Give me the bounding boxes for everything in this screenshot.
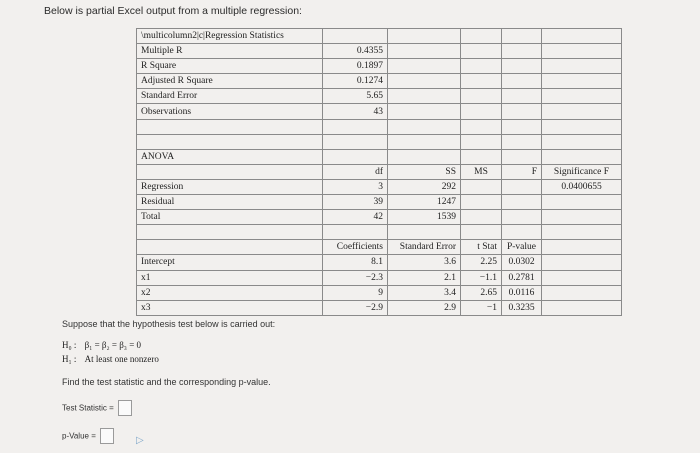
coef-row: [137, 255, 622, 270]
coef-value: −2.3: [323, 270, 388, 285]
p-value: 0.2781: [502, 270, 542, 285]
test-statistic-input[interactable]: [118, 400, 132, 416]
se-header: Standard Error: [388, 240, 461, 255]
stat-label: Multiple R: [137, 44, 323, 59]
p-header: P-value: [502, 240, 542, 255]
p-value: 0.3235: [502, 300, 542, 315]
anova-regression-row: [137, 179, 622, 194]
p-value: 0.0302: [502, 255, 542, 270]
coef-row: [137, 270, 622, 285]
stat-value: 5.65: [323, 89, 388, 104]
anova-regression-sig: 0.0400655: [542, 179, 622, 194]
anova-residual-label: Residual: [137, 195, 323, 210]
anova-residual-ss: 1247: [388, 195, 461, 210]
stat-value: 43: [323, 104, 388, 119]
se-value: 3.6: [388, 255, 461, 270]
coef-row: [137, 300, 622, 315]
t-value: −1: [461, 300, 502, 315]
stat-label: Adjusted R Square: [137, 74, 323, 89]
test-statistic-row: [62, 400, 132, 416]
anova-total-row: [137, 210, 622, 225]
anova-title-row: [137, 149, 622, 164]
p-value-input[interactable]: [100, 428, 114, 444]
anova-regression-label: Regression: [137, 179, 323, 194]
t-value: 2.65: [461, 285, 502, 300]
anova-header-sig: Significance F: [542, 164, 622, 179]
t-value: 2.25: [461, 255, 502, 270]
t-header: t Stat: [461, 240, 502, 255]
coef-header: Coefficients: [323, 240, 388, 255]
coef-value: 9: [323, 285, 388, 300]
stat-row: [137, 74, 622, 89]
anova-total-df: 42: [323, 210, 388, 225]
anova-header-df: df: [323, 164, 388, 179]
stat-value: 0.4355: [323, 44, 388, 59]
anova-residual-df: 39: [323, 195, 388, 210]
stat-row: [137, 104, 622, 119]
anova-residual-row: [137, 195, 622, 210]
h0-statement: β₁ = β₂ = β₃ = 0: [84, 340, 142, 350]
t-value: −1.1: [461, 270, 502, 285]
h1-statement: At least one nonzero: [84, 354, 159, 364]
anova-title: ANOVA: [137, 149, 323, 164]
alternative-hypothesis: [62, 354, 159, 364]
test-statistic-label: Test Statistic =: [62, 403, 114, 413]
anova-header-ms: MS: [461, 164, 502, 179]
coef-label: x1: [137, 270, 323, 285]
regression-statistics-header: \multicolumn2|c|Regression Statistics: [137, 29, 323, 44]
se-value: 3.4: [388, 285, 461, 300]
coef-label: x3: [137, 300, 323, 315]
stat-label: R Square: [137, 59, 323, 74]
coef-label: x2: [137, 285, 323, 300]
p-value-row: [62, 428, 114, 444]
coef-label: Intercept: [137, 255, 323, 270]
stat-value: 0.1897: [323, 59, 388, 74]
regression-output-table: [136, 28, 622, 316]
coef-value: −2.9: [323, 300, 388, 315]
stat-row: [137, 59, 622, 74]
stat-row: [137, 89, 622, 104]
se-value: 2.9: [388, 300, 461, 315]
stat-label: Observations: [137, 104, 323, 119]
stat-value: 0.1274: [323, 74, 388, 89]
anova-total-ss: 1539: [388, 210, 461, 225]
null-hypothesis: [62, 340, 141, 350]
coef-row: [137, 285, 622, 300]
anova-header-row: [137, 164, 622, 179]
h0-label: H₀ :: [62, 340, 77, 350]
se-value: 2.1: [388, 270, 461, 285]
h1-label: H₁ :: [62, 354, 77, 364]
find-instruction: Find the test statistic and the corresponding p-value.: [62, 377, 271, 387]
anova-header-ss: SS: [388, 164, 461, 179]
suppose-text: Suppose that the hypothesis test below is carried out:: [62, 319, 276, 329]
intro-text: Below is partial Excel output from a multiple regression:: [44, 5, 302, 17]
coef-value: 8.1: [323, 255, 388, 270]
stat-row: [137, 44, 622, 59]
anova-header-f: F: [502, 164, 542, 179]
coefficients-header-row: [137, 240, 622, 255]
mouse-cursor-icon: ▷: [136, 435, 144, 446]
anova-regression-df: 3: [323, 179, 388, 194]
regression-statistics-header-row: [137, 29, 622, 44]
p-value: 0.0116: [502, 285, 542, 300]
anova-total-label: Total: [137, 210, 323, 225]
anova-regression-ss: 292: [388, 179, 461, 194]
p-value-label: p-Value =: [62, 431, 96, 441]
stat-label: Standard Error: [137, 89, 323, 104]
